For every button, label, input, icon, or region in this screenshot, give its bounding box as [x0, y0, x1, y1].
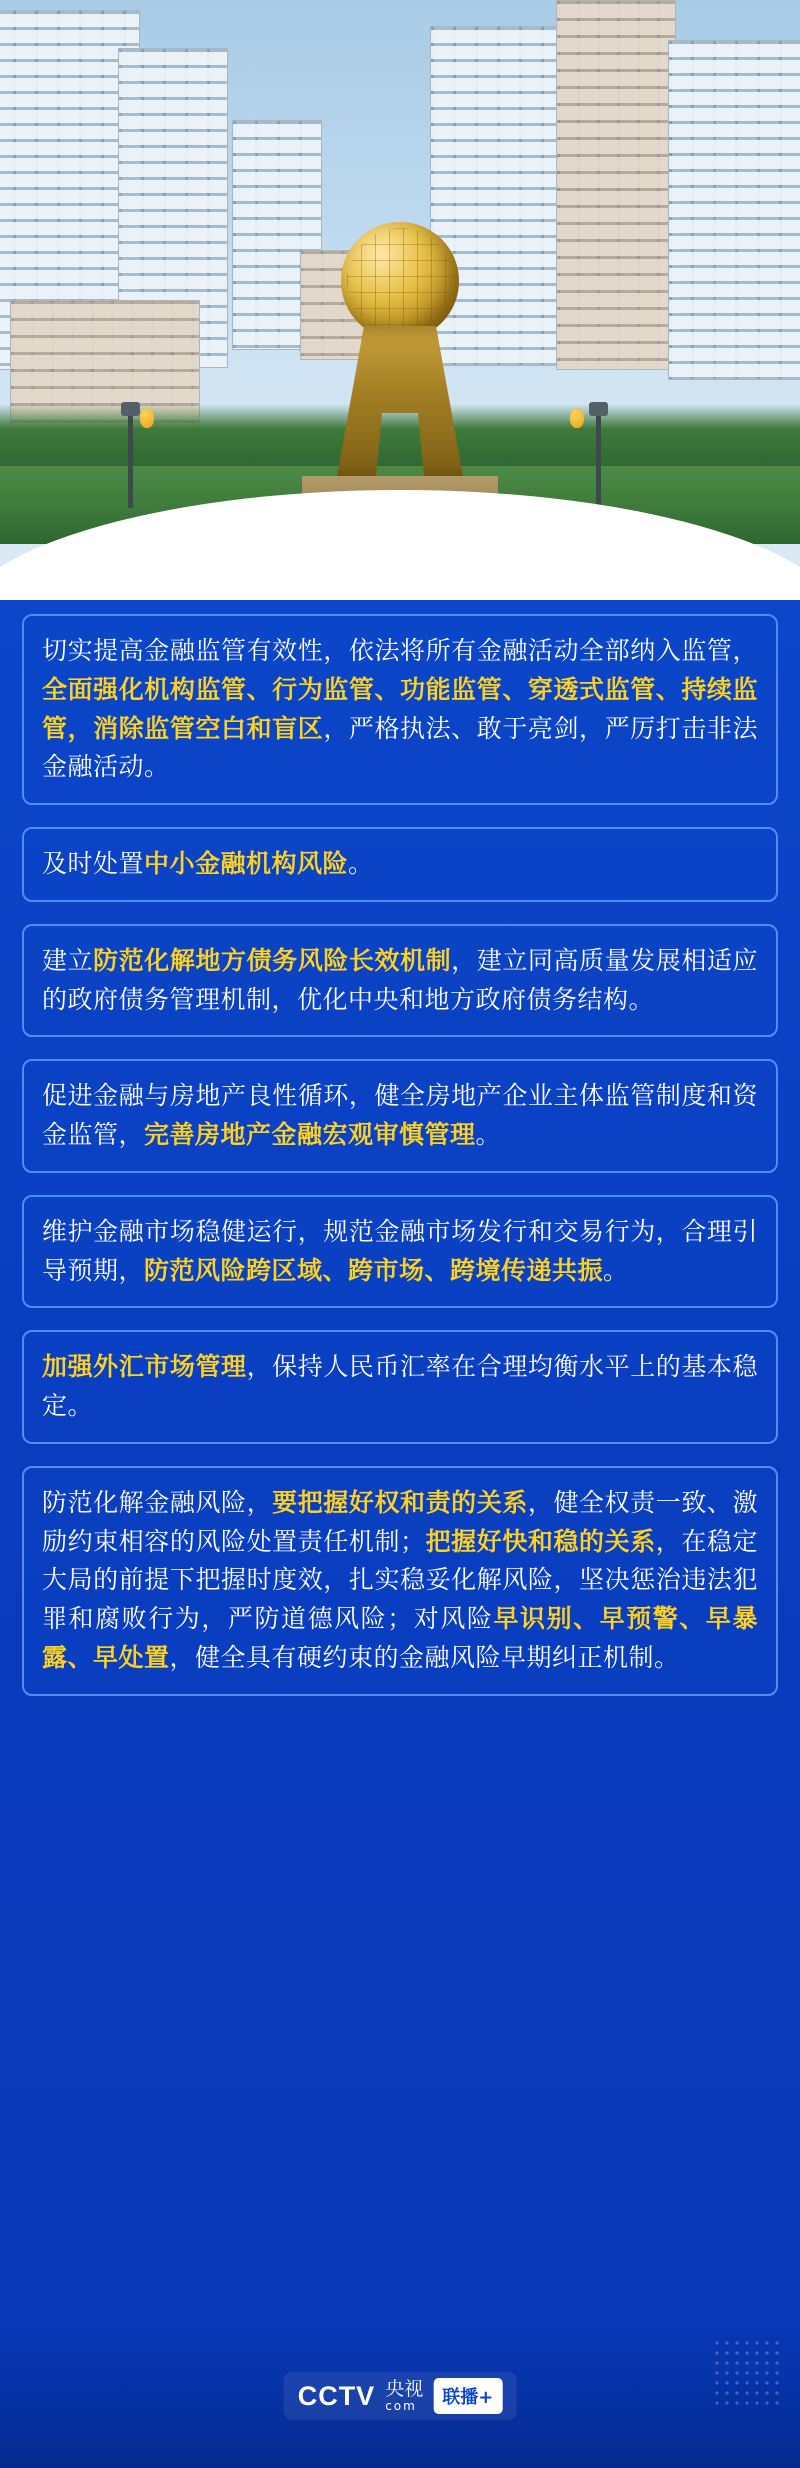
card-1-seg-2: ，严格执法、敢于亮剑，严厉打击非法金融活动。	[42, 713, 758, 782]
statement-card-4	[22, 1059, 778, 1173]
card-5-seg-2: 。	[603, 1255, 629, 1285]
dot-pattern-decoration	[712, 2338, 782, 2408]
card-3-seg-0: 建立	[42, 945, 94, 975]
cctv-chinese-sub: com	[385, 2398, 417, 2413]
statement-card-5	[22, 1195, 778, 1309]
lianbo-plus-badge: 联播+	[433, 2378, 502, 2414]
cctv-logo[interactable]	[284, 2372, 517, 2420]
card-2-seg-2: 。	[348, 849, 374, 878]
footer-bar	[0, 2318, 800, 2468]
lantern-left	[140, 408, 154, 428]
card-2-seg-1: 中小金融机构风险	[144, 849, 349, 878]
statement-card-2	[22, 827, 778, 902]
hero-photo	[0, 0, 800, 600]
card-7-seg-2: ，健全权责一致、激励约束相容的风险处置责任机制；	[42, 1487, 758, 1556]
card-7-seg-4: ，在稳定大局的前提下把握时度效，扎实稳妥化解风险，坚决惩治违法犯罪和腐败行为，严防道德风险；对风险	[42, 1526, 758, 1633]
card-5-seg-0: 维护金融市场稳健运行，规范金融市场发行和交易行为，合理引导预期，	[42, 1216, 758, 1285]
building-right-2	[556, 0, 676, 370]
statement-card-1	[22, 614, 778, 805]
card-7-seg-0: 防范化解金融风险，	[42, 1487, 273, 1517]
street-lamp-left	[128, 412, 133, 508]
golden-globe-sculpture	[341, 222, 459, 340]
card-3-seg-2: ，建立同高质量发展相适应的政府债务管理机制，优化中央和地方政府债务结构。	[42, 945, 758, 1014]
street-lamp-right	[596, 412, 601, 508]
card-3-seg-1: 防范化解地方债务风险长效机制	[93, 945, 452, 975]
card-5-seg-1: 防范风险跨区域、跨市场、跨境传递共振	[144, 1255, 604, 1285]
card-2-seg-0: 及时处置	[42, 849, 145, 878]
statement-list	[0, 600, 800, 1696]
card-7-seg-1: 要把握好权和责的关系	[272, 1487, 528, 1517]
card-4-seg-1: 完善房地产金融宏观审慎管理	[144, 1120, 476, 1149]
card-1-seg-0: 切实提高金融监管有效性，依法将所有金融活动全部纳入监管，	[42, 636, 758, 665]
card-6-seg-1: ，保持人民币汇率在合理均衡水平上的基本稳定。	[42, 1352, 758, 1420]
statement-card-6	[22, 1330, 778, 1444]
card-7-seg-6: ，健全具有硬约束的金融风险早期纠正机制。	[169, 1642, 680, 1672]
card-7-seg-3: 把握好快和稳的关系	[425, 1526, 656, 1556]
card-4-seg-2: 。	[475, 1120, 502, 1149]
card-4-seg-0: 促进金融与房地产良性循环，健全房地产企业主体监管制度和资金监管，	[42, 1081, 758, 1149]
statement-card-3	[22, 924, 778, 1038]
cctv-wordmark: CCTV	[297, 2380, 376, 2411]
building-right-3	[668, 40, 800, 380]
cctv-chinese-name	[385, 2377, 424, 2413]
card-7-seg-5: 早识别、早预警、早暴露、早处置	[42, 1604, 758, 1672]
statement-card-7	[22, 1466, 778, 1696]
card-1-seg-1: 全面强化机构监管、行为监管、功能监管、穿透式监管、持续监管，消除监管空白和盲区	[42, 674, 758, 743]
monument-pillar	[325, 326, 475, 476]
card-6-seg-0: 加强外汇市场管理	[42, 1352, 247, 1382]
finance-street-monument	[310, 222, 490, 522]
cctv-chinese-main: 央视	[385, 2377, 424, 2400]
lantern-right	[570, 408, 584, 428]
